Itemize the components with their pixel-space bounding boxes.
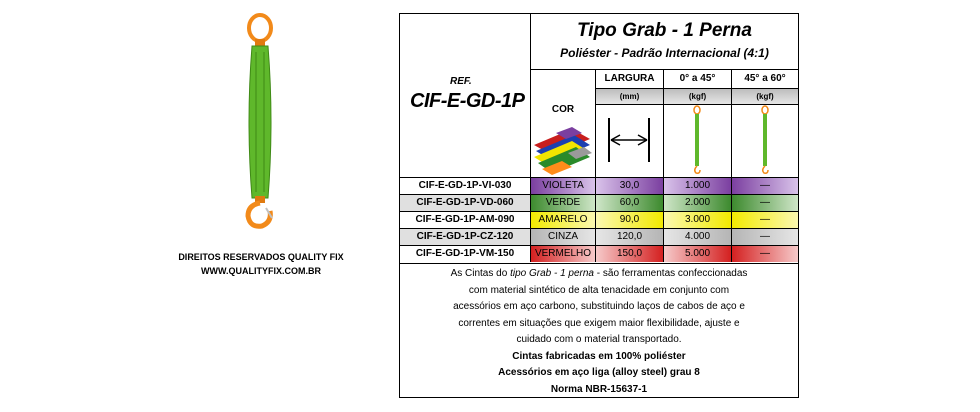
row-largura: 90,0 — [596, 212, 664, 228]
row-cap-0-45: 5.000 — [664, 246, 732, 262]
row-cap-45-60: — — [732, 246, 798, 262]
table-row — [400, 177, 798, 194]
row-cap-0-45: 2.000 — [664, 195, 732, 211]
row-cap-0-45: 4.000 — [664, 229, 732, 245]
width-arrow-icon — [596, 104, 662, 176]
angle-0-45-header — [664, 70, 732, 177]
spec-table — [399, 13, 799, 398]
table-row — [400, 245, 798, 262]
row-color: VERDE — [531, 195, 596, 211]
row-ref: CIF-E-GD-1P-VI-030 — [400, 178, 531, 194]
desc-line: com material sintético de alta tenacidade em conjunto com — [468, 284, 730, 296]
desc-line: correntes em situações que exigem maior flexibilidade, ajuste e — [458, 317, 740, 329]
desc-text: - são ferramentas confeccionadas — [594, 268, 748, 279]
table-row — [400, 228, 798, 245]
row-largura: 120,0 — [596, 229, 664, 245]
row-largura: 30,0 — [596, 178, 664, 194]
website-caption: WWW.QUALITYFIX.COM.BR — [201, 266, 321, 276]
row-color: VERMELHO — [531, 246, 596, 262]
row-color: VIOLETA — [531, 178, 596, 194]
row-ref: CIF-E-GD-1P-CZ-120 — [400, 229, 531, 245]
ref-code: CIF-E-GD-1P — [410, 90, 525, 112]
ref-label: REF. — [450, 76, 472, 87]
material-note: Cintas fabricadas em 100% poliéster — [512, 350, 686, 362]
angle-0-45-label: 0° a 45° — [664, 70, 731, 89]
sling-mini-icon — [732, 104, 798, 176]
desc-line: acessórios em aço carbono, substituindo laços de cabos de aço e — [453, 301, 745, 312]
data-rows — [400, 177, 798, 262]
row-ref: CIF-E-GD-1P-VM-150 — [400, 246, 531, 262]
row-largura: 60,0 — [596, 195, 664, 211]
desc-text: As Cintas do — [450, 268, 511, 279]
reference-cell — [400, 14, 531, 177]
product-subtitle: Poliéster - Padrão Internacional (4:1) — [560, 46, 769, 60]
row-cap-45-60: — — [732, 195, 798, 211]
row-color: AMARELO — [531, 212, 596, 228]
row-cap-0-45: 1.000 — [664, 178, 732, 194]
sling-mini-icon — [664, 104, 730, 176]
row-color: CINZA — [531, 229, 596, 245]
row-ref: CIF-E-GD-1P-VD-060 — [400, 195, 531, 211]
row-cap-45-60: — — [732, 212, 798, 228]
row-ref: CIF-E-GD-1P-AM-090 — [400, 212, 531, 228]
cor-header — [531, 70, 596, 177]
color-swatches-image — [532, 125, 594, 175]
table-row — [400, 211, 798, 228]
row-cap-45-60: — — [732, 229, 798, 245]
row-cap-45-60: — — [732, 178, 798, 194]
angle-45-60-unit: (kgf) — [732, 89, 798, 105]
description — [400, 263, 798, 398]
cor-label: COR — [551, 104, 575, 115]
largura-unit: (mm) — [596, 89, 663, 105]
desc-italic: tipo Grab - 1 perna — [510, 268, 594, 279]
angle-45-60-label: 45° a 60° — [732, 70, 798, 89]
row-largura: 150,0 — [596, 246, 664, 262]
product-title: Tipo Grab - 1 Perna — [577, 20, 752, 41]
angle-0-45-unit: (kgf) — [664, 89, 731, 105]
standard-note: Norma NBR-15637-1 — [550, 383, 648, 395]
largura-label: LARGURA — [596, 70, 663, 89]
copyright-caption: DIREITOS RESERVADOS QUALITY FIX — [178, 252, 344, 262]
angle-45-60-header — [732, 70, 798, 177]
sling-product-image — [222, 12, 294, 230]
largura-header — [596, 70, 664, 177]
desc-line: cuidado com o material transportado. — [516, 334, 682, 345]
row-cap-0-45: 3.000 — [664, 212, 732, 228]
accessories-note: Acessórios em aço liga (alloy steel) grau 8 — [498, 367, 700, 378]
title-cell — [531, 14, 798, 70]
table-row — [400, 194, 798, 211]
